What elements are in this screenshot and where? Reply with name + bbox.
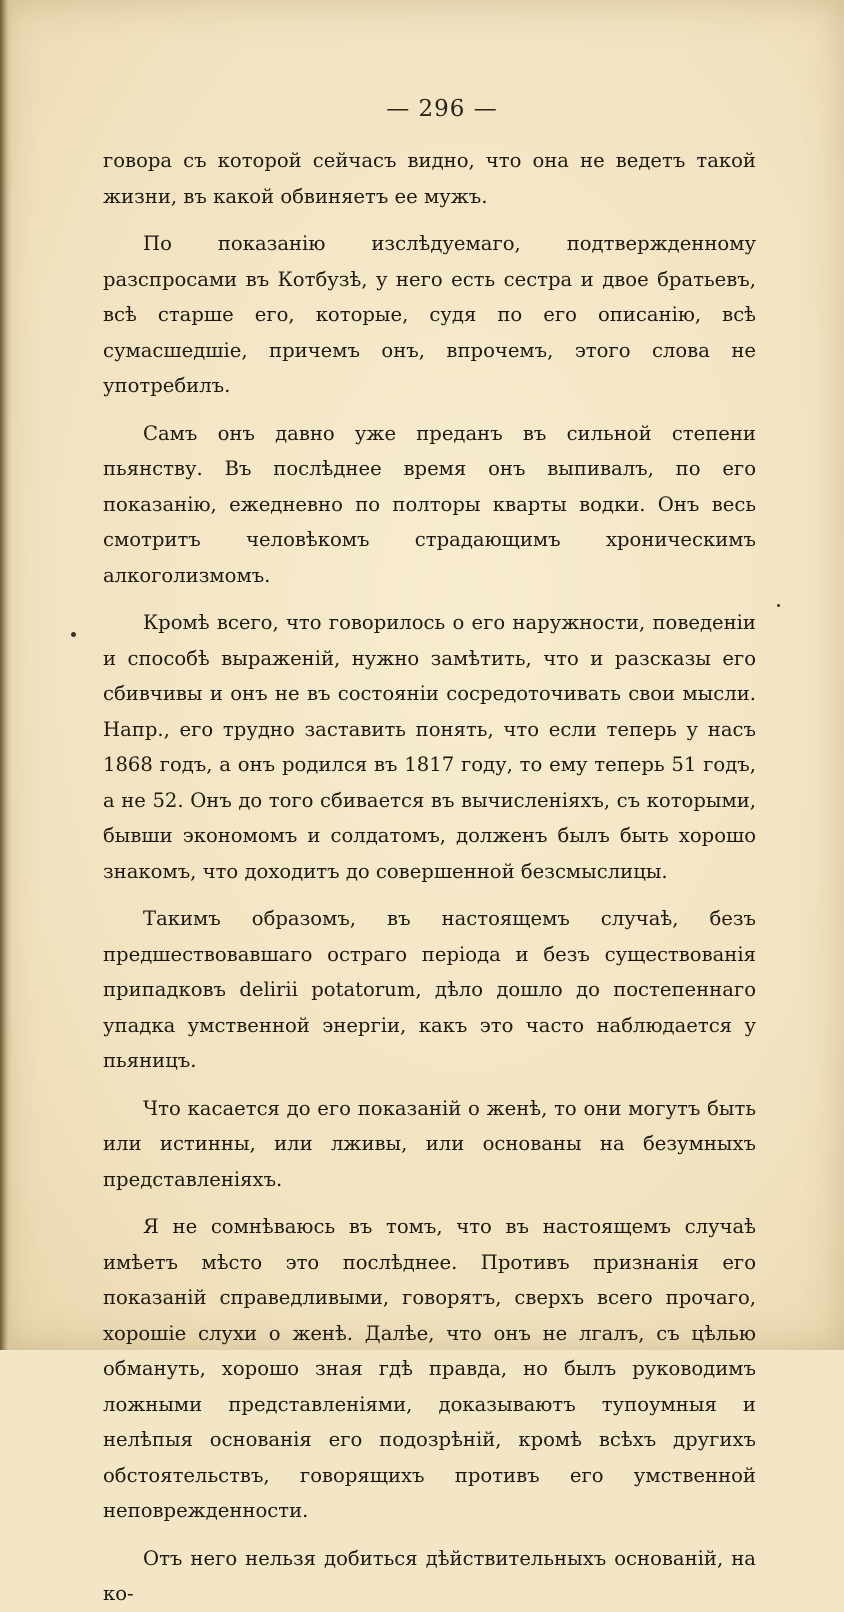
paragraph-final: Отъ него нельзя добиться дѣйствительныхъ основаній, на ко- bbox=[103, 1546, 756, 1605]
ink-speck bbox=[71, 632, 76, 637]
paragraph-confusion: Кромѣ всего, что говорилось о его наружности, поведеніи и способѣ выраженій, нужно замѣтить, что и разсказы его сбивчивы и онъ не въ состояніи сосредоточивать свои мысли. Напр., его трудно заставить понять, что если теперь у насъ 1868 годъ, а онъ родился въ 1817 году, то ему теперь 51 годъ, а не 52. Онъ до того сбивается въ вычисленіяхъ, съ которыми, бывши экономомъ и солдатомъ, долженъ былъ быть хорошо знакомъ, что доходитъ до совершенной безсмыслицы. bbox=[103, 611, 756, 883]
paragraph-drinking: Самъ онъ давно уже преданъ въ сильной степени пьянству. Въ послѣднее время онъ выпивалъ, по его показанію, ежедневно по полторы кварты водки. Онъ весь смотритъ человѣкомъ страдающимъ хроническимъ алкоголизмомъ. bbox=[103, 421, 756, 587]
paragraph-conclusion: Такимъ образомъ, въ настоящемъ случаѣ, безъ предшествовавшаго остраго періода и безъ существованія припадковъ delirii potatorum, дѣло дошло до постепеннаго упадка умственной энергіи, какъ это часто наблюдается у пьяницъ. bbox=[103, 907, 756, 1072]
paragraph-opinion: Я не сомнѣваюсь въ томъ, что въ настоящемъ случаѣ имѣетъ мѣсто это послѣднее. Противъ признанія его показаній справедливыми, говорятъ, сверхъ всего прочаго, хорошіе слухи о женѣ. Далѣе, что онъ не лгалъ, съ цѣлью обмануть, хорошо зная гдѣ правда, но былъ руководимъ ложными представленіями, доказываютъ тупоумныя и нелѣпыя основанія его подозрѣній, кромѣ всѣхъ другихъ обстоятельствъ, говорящихъ противъ его умственной неповрежденности. bbox=[103, 1215, 756, 1522]
page-body bbox=[103, 143, 756, 1612]
paragraph-wife-statements: Что касается до его показаній о женѣ, то они могутъ быть или истинны, или лживы, или основаны на безумныхъ представленіяхъ. bbox=[103, 1096, 756, 1191]
page-number: — 296 — bbox=[386, 96, 498, 122]
paragraph-continued: говора съ которой сейчасъ видно, что она не ведетъ такой жизни, въ какой обвиняетъ ее мужъ. bbox=[103, 149, 756, 208]
page-binding-edge bbox=[0, 0, 12, 1350]
ink-speck bbox=[777, 604, 780, 607]
paragraph-siblings: По показанію изслѣдуемаго, подтвержденному разспросами въ Котбузѣ, у него есть сестра и двое братьевъ, всѣ старше его, которые, судя по его описанію, всѣ сумасшедшіе, причемъ онъ, впрочемъ, этого слова не употребилъ. bbox=[103, 232, 756, 397]
